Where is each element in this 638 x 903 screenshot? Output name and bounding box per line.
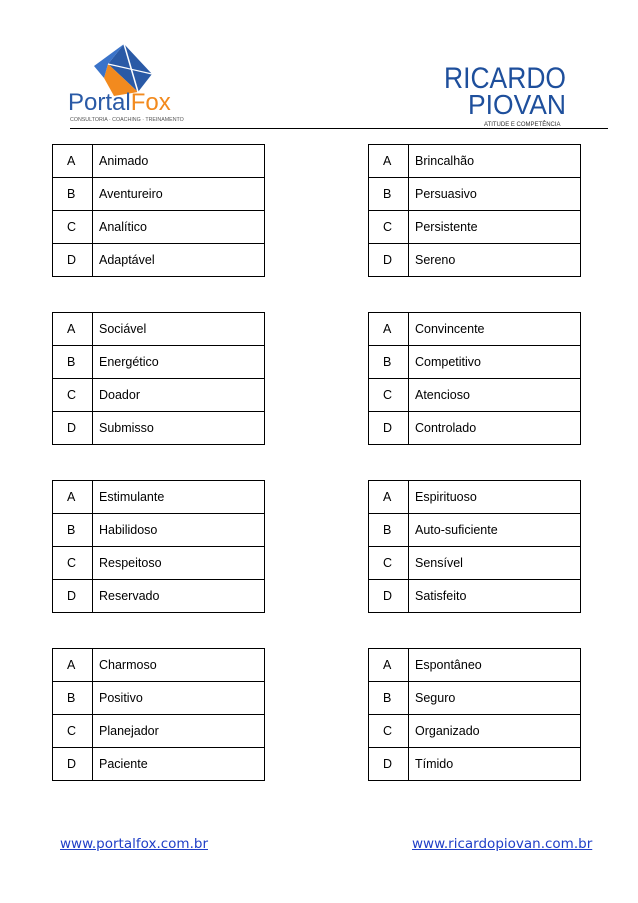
- table-row[interactable]: C Planejador: [53, 715, 265, 748]
- option-table-4-left: [52, 648, 265, 781]
- piovan-tagline: ATITUDE E COMPETÊNCIA: [484, 122, 561, 128]
- ricardopiovan-link[interactable]: www.ricardopiovan.com.br: [412, 836, 593, 852]
- portalfox-link[interactable]: www.portalfox.com.br: [60, 836, 208, 852]
- table-row[interactable]: D Satisfeito: [369, 580, 581, 613]
- option-table-2-right: [368, 312, 581, 445]
- table-row[interactable]: A Brincalhão: [369, 145, 581, 178]
- table-row[interactable]: C Doador: [53, 379, 265, 412]
- table-row[interactable]: B Persuasivo: [369, 178, 581, 211]
- table-row[interactable]: C Analítico: [53, 211, 265, 244]
- table-row[interactable]: A Convincente: [369, 313, 581, 346]
- table-row[interactable]: C Sensível: [369, 547, 581, 580]
- table-row[interactable]: D Reservado: [53, 580, 265, 613]
- table-row[interactable]: D Paciente: [53, 748, 265, 781]
- table-row[interactable]: A Espirituoso: [369, 481, 581, 514]
- table-row[interactable]: B Habilidoso: [53, 514, 265, 547]
- table-row[interactable]: D Controlado: [369, 412, 581, 445]
- table-row[interactable]: B Positivo: [53, 682, 265, 715]
- table-row[interactable]: A Charmoso: [53, 649, 265, 682]
- table-row[interactable]: D Sereno: [369, 244, 581, 277]
- portalfox-brand: PortalFox: [68, 89, 171, 116]
- table-row[interactable]: B Auto-suficiente: [369, 514, 581, 547]
- option-table-1-right: [368, 144, 581, 277]
- table-row[interactable]: C Atencioso: [369, 379, 581, 412]
- table-row[interactable]: C Respeitoso: [53, 547, 265, 580]
- table-row[interactable]: D Tímido: [369, 748, 581, 781]
- table-row[interactable]: A Animado: [53, 145, 265, 178]
- table-row[interactable]: D Adaptável: [53, 244, 265, 277]
- table-row[interactable]: A Espontâneo: [369, 649, 581, 682]
- table-row[interactable]: B Seguro: [369, 682, 581, 715]
- fox-logo-icon: [64, 44, 204, 126]
- piovan-text: PIOVAN: [468, 89, 566, 120]
- option-table-1-left: [52, 144, 265, 277]
- option-table-3-right: [368, 480, 581, 613]
- portalfox-logo: [64, 44, 204, 126]
- table-row[interactable]: C Organizado: [369, 715, 581, 748]
- option-table-2-left: [52, 312, 265, 445]
- table-row[interactable]: A Sociável: [53, 313, 265, 346]
- table-row[interactable]: B Competitivo: [369, 346, 581, 379]
- table-row[interactable]: B Energético: [53, 346, 265, 379]
- table-row[interactable]: A Estimulante: [53, 481, 265, 514]
- option-table-3-left: [52, 480, 265, 613]
- portalfox-tagline: CONSULTORIA · COACHING · TREINAMENTO: [70, 117, 184, 123]
- option-table-4-right: [368, 648, 581, 781]
- header-divider: [70, 128, 608, 129]
- ricardo-piovan-logo: [440, 60, 590, 128]
- table-row[interactable]: D Submisso: [53, 412, 265, 445]
- table-row[interactable]: C Persistente: [369, 211, 581, 244]
- table-row[interactable]: B Aventureiro: [53, 178, 265, 211]
- ricardo-text: RICARDO: [444, 62, 566, 95]
